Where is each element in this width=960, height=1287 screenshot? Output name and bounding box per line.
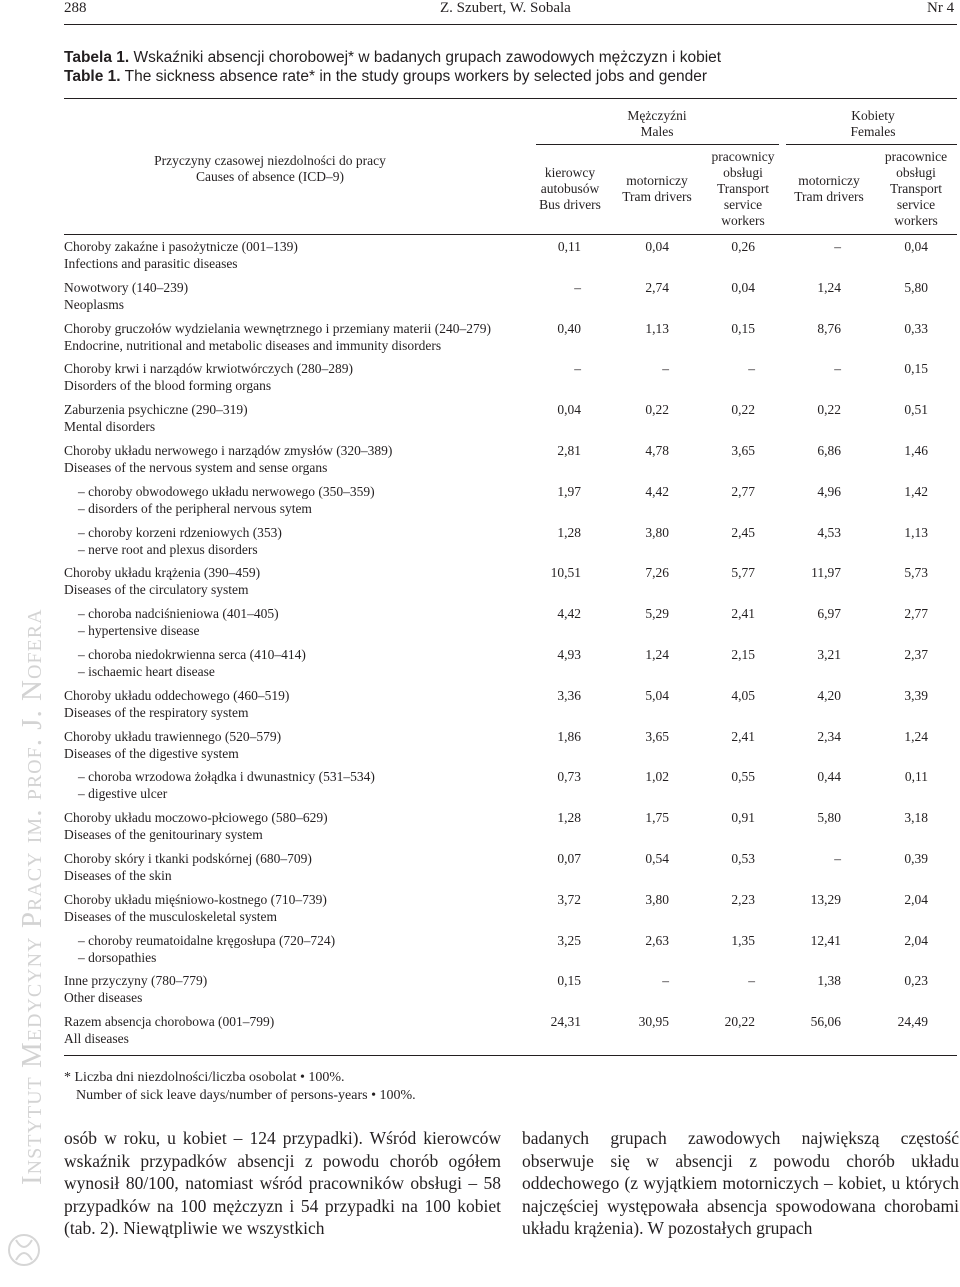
value-cell: 4,20 [817, 687, 841, 703]
value-cell: 2,81 [557, 443, 581, 458]
column-header-line: Tram drivers [622, 189, 692, 204]
row-label-polish: Choroby krwi i narządów krwiotwórczych (280–289) [64, 361, 354, 377]
value-cell: 8,76 [817, 320, 841, 336]
value-cell: 2,63 [645, 932, 669, 948]
value-cell: 11,97 [811, 565, 841, 581]
footnote-polish: * Liczba dni niezdolności/liczba osobolat • 100%. [64, 1070, 345, 1085]
row-label-english: All diseases [64, 1031, 129, 1047]
row-label [64, 687, 534, 721]
value-cell: 5,29 [645, 606, 669, 622]
value-cell: 2,34 [817, 728, 841, 744]
value-cell: 0,15 [904, 361, 928, 377]
row-label [64, 850, 534, 884]
row-label [78, 768, 548, 802]
page-number: 288 [64, 0, 87, 16]
value-cell: 5,04 [645, 687, 669, 703]
value-cell: 0,04 [645, 239, 669, 254]
column-header-line: pracownice [884, 149, 948, 164]
table-head-rule [64, 234, 957, 235]
caption-polish-text: Wskaźniki absencji chorobowej* w badanych grupach zawodowych mężczyzn i kobiet [133, 49, 722, 66]
row-label-english: Diseases of the nervous system and sense organs [64, 460, 328, 475]
value-cell: 6,86 [817, 443, 841, 458]
row-label-polish: Inne przyczyny (780–779) [64, 973, 208, 989]
value-cell: – [662, 361, 669, 377]
column-header-line: pracownicy [711, 149, 775, 164]
males-group-pl: Mężczyźni [627, 108, 687, 123]
row-label-english: – nerve root and plexus disorders [78, 541, 258, 557]
row-label [64, 360, 534, 394]
females-group-rule [786, 144, 957, 145]
value-cell: 3,72 [557, 891, 581, 907]
column-header-line: workers [721, 213, 765, 228]
row-label-polish: Choroby układu oddechowego (460–519) [64, 687, 290, 703]
institute-logo-icon [6, 1210, 42, 1282]
value-cell: 1,86 [557, 728, 581, 744]
value-cell: 0,55 [731, 769, 755, 785]
value-cell: 1,35 [731, 932, 755, 948]
value-cell: 0,04 [731, 279, 755, 295]
value-cell: – [574, 279, 581, 295]
column-header-line: autobusów [540, 181, 600, 196]
value-cell: 1,28 [557, 524, 581, 540]
row-label-english: – disorders of the peripheral nervous sytem [78, 500, 312, 516]
value-cell: 30,95 [638, 1014, 669, 1030]
males-group-rule [536, 144, 779, 145]
row-label-polish: – choroby obwodowego układu nerwowego (350–359) [78, 483, 375, 499]
row-label [78, 932, 548, 966]
row-label-english: – dorsopathies [78, 949, 157, 965]
column-header-line: workers [894, 213, 938, 228]
row-label [78, 646, 548, 680]
row-label-polish: Choroby układu mięśniowo-kostnego (710–739) [64, 891, 327, 907]
value-cell: 0,51 [904, 402, 928, 418]
row-label-polish: Nowotwory (140–239) [64, 279, 189, 295]
column-header-line: obsługi [896, 165, 936, 180]
row-label-english: Diseases of the circulatory system [64, 582, 249, 598]
females-group-header [828, 108, 918, 140]
value-cell: 3,65 [645, 728, 669, 744]
value-cell: 1,42 [904, 483, 928, 499]
table-caption [64, 48, 954, 86]
row-label-polish: – choroby korzeni rdzeniowych (353) [78, 524, 282, 540]
column-header-male-tram-drivers [612, 173, 702, 205]
value-cell: 7,26 [645, 565, 669, 581]
table-footnote [64, 1069, 664, 1105]
value-cell: 0,04 [904, 239, 928, 254]
row-label-english: Diseases of the respiratory system [64, 704, 249, 720]
value-cell: 0,04 [557, 402, 581, 418]
females-group-pl: Kobiety [851, 108, 895, 123]
value-cell: 2,45 [731, 524, 755, 540]
value-cell: 1,24 [904, 728, 928, 744]
column-header-line: motorniczy [798, 173, 860, 188]
row-label-english: Neoplasms [64, 296, 124, 312]
table-top-rule [64, 98, 957, 99]
value-cell: 24,31 [550, 1014, 581, 1030]
row-label [64, 279, 534, 313]
column-header-bus-drivers [530, 165, 610, 213]
value-cell: 0,15 [731, 320, 755, 336]
row-label-polish: Choroby gruczołów wydzielania wewnętrznego i przemiany materii (240–279) [64, 320, 491, 336]
value-cell: 4,42 [645, 483, 669, 499]
causes-header-pl: Przyczyny czasowej niezdolności do pracy [154, 153, 386, 168]
value-cell: 5,77 [731, 565, 755, 581]
row-label [64, 320, 534, 354]
value-cell: – [748, 361, 755, 377]
row-label-polish: – choroba nadciśnieniowa (401–405) [78, 606, 279, 622]
value-cell: 1,46 [904, 443, 928, 458]
value-cell: 0,11 [904, 769, 928, 785]
value-cell: 4,05 [731, 687, 755, 703]
row-label-polish: Zaburzenia psychiczne (290–319) [64, 402, 248, 418]
row-label [64, 1013, 534, 1047]
column-header-line: obsługi [723, 165, 763, 180]
value-cell: 0,91 [731, 810, 755, 826]
value-cell: 0,73 [557, 769, 581, 785]
value-cell: 3,80 [645, 524, 669, 540]
column-header-female-tram-drivers [784, 173, 874, 205]
column-header-line: service [723, 197, 763, 212]
watermark-text: Instytut Medycyny Pracy im. prof. J. Nofera [16, 608, 48, 1185]
row-label-english: – hypertensive disease [78, 623, 200, 639]
header-rule [64, 24, 957, 25]
page-header [0, 0, 960, 24]
value-cell: 0,07 [557, 851, 581, 866]
value-cell: 1,28 [557, 810, 581, 826]
row-label [78, 605, 548, 639]
value-cell: 24,49 [897, 1014, 928, 1030]
row-label-polish: Choroby zakaźne i pasożytnicze (001–139) [64, 239, 298, 254]
value-cell: 1,75 [645, 810, 669, 826]
table-bottom-rule [64, 1055, 957, 1056]
value-cell: 3,65 [731, 443, 755, 458]
value-cell: 1,24 [645, 647, 669, 662]
value-cell: 0,40 [557, 320, 581, 336]
value-cell: 2,04 [904, 932, 928, 948]
value-cell: 0,26 [731, 239, 755, 254]
row-label [64, 238, 534, 272]
caption-polish-label: Tabela 1. [64, 49, 130, 66]
value-cell: 1,97 [557, 483, 581, 499]
value-cell: 0,15 [557, 973, 581, 989]
value-cell: 0,54 [645, 851, 669, 866]
value-cell: 4,53 [817, 524, 841, 540]
caption-english [64, 67, 954, 86]
value-cell: 0,33 [904, 320, 928, 336]
value-cell: 13,29 [810, 891, 841, 907]
value-cell: – [748, 973, 755, 989]
value-cell: 0,11 [557, 239, 581, 254]
row-label-english: Diseases of the skin [64, 868, 172, 883]
value-cell: 0,39 [904, 851, 928, 866]
row-label [64, 891, 534, 925]
row-label-english: Diseases of the digestive system [64, 745, 239, 761]
body-text-left-column: osób w roku, u kobiet – 124 przypadki). Wśród kierowców wskaźnik przypadków absencji z powodu chorób ogółem wynosił 80/100, natomiast wśród pracowników obsługi – 58 przypadków na 100 mężczyzn i 54 przypadki na 100 kobiet (tab. 2). Niewątpliwie we wszystkich [64, 1128, 501, 1238]
value-cell: 5,80 [904, 279, 928, 295]
value-cell: 0,44 [817, 769, 841, 785]
row-label-polish: Choroby układu nerwowego i narządów zmysłów (320–389) [64, 443, 393, 458]
value-cell: 10,51 [550, 565, 581, 581]
value-cell: 3,80 [645, 891, 669, 907]
row-label-polish: Choroby skóry i tkanki podskórnej (680–709) [64, 851, 312, 866]
value-cell: 2,41 [731, 728, 755, 744]
row-label [64, 442, 534, 476]
row-label-english: Disorders of the blood forming organs [64, 378, 272, 394]
value-cell: 5,80 [817, 810, 841, 826]
header-authors: Z. Szubert, W. Sobala [440, 0, 571, 16]
value-cell: 2,04 [904, 891, 928, 907]
column-header-line: Transport [716, 181, 769, 196]
value-cell: 6,97 [817, 606, 841, 622]
row-label [64, 401, 534, 435]
column-header-line: Tram drivers [794, 189, 864, 204]
row-label [64, 564, 534, 598]
value-cell: 2,77 [904, 606, 928, 622]
column-header-line: motorniczy [626, 173, 688, 188]
column-header-line: Bus drivers [539, 197, 601, 212]
row-label-polish: Choroby układu trawiennego (520–579) [64, 728, 282, 744]
column-header-line: kierowcy [544, 165, 596, 180]
value-cell: 3,21 [817, 647, 841, 662]
row-label-english: Diseases of the musculoskeletal system [64, 908, 277, 924]
value-cell: 1,13 [904, 524, 928, 540]
caption-polish [64, 48, 954, 67]
row-label-english: Other diseases [64, 990, 143, 1006]
value-cell: 1,24 [817, 279, 841, 295]
value-cell: 2,37 [904, 647, 928, 662]
value-cell: – [834, 851, 841, 866]
value-cell: 2,23 [731, 891, 755, 907]
row-label [64, 728, 534, 762]
value-cell: 56,06 [810, 1014, 841, 1030]
males-group-header [612, 108, 702, 140]
value-cell: 4,96 [817, 483, 841, 499]
value-cell: 2,15 [731, 647, 755, 662]
column-header-line: service [896, 197, 936, 212]
row-label [64, 972, 534, 1006]
row-label [64, 809, 534, 843]
row-label-polish: – choroby reumatoidalne kręgosłupa (720–724) [78, 932, 336, 948]
value-cell: 1,13 [645, 320, 669, 336]
value-cell: 3,39 [904, 687, 928, 703]
value-cell: 1,02 [645, 769, 669, 785]
value-cell: 1,38 [817, 973, 841, 989]
row-label-english: Mental disorders [64, 419, 156, 435]
row-label-english: – digestive ulcer [78, 786, 168, 802]
value-cell: 3,18 [904, 810, 928, 826]
value-cell: 2,41 [731, 606, 755, 622]
row-label-english: Endocrine, nutritional and metabolic diseases and immunity disorders [64, 337, 442, 353]
row-label-polish: Razem absencja chorobowa (001–799) [64, 1014, 275, 1030]
value-cell: 2,77 [731, 483, 755, 499]
body-text-right-column: badanych grupach zawodowych największą częstość obserwuje się w absencji z powodu chorób układu oddechowego (z wyjątkiem motorniczych – kobiet, u których najczęściej występowała absencja spowodowana chorobami układu krążenia). W pozostałych grupach [522, 1128, 959, 1238]
causes-column-header [130, 153, 410, 185]
value-cell: – [834, 239, 841, 254]
row-label [78, 483, 548, 517]
row-label-polish: – choroba wrzodowa żołądka i dwunastnicy (531–534) [78, 769, 375, 785]
value-cell: 0,22 [731, 402, 755, 418]
row-label-english: Infections and parasitic diseases [64, 256, 238, 271]
value-cell: 20,22 [724, 1014, 755, 1030]
value-cell: 3,36 [557, 687, 581, 703]
value-cell: 0,22 [817, 402, 841, 418]
females-group-en: Females [850, 124, 896, 139]
value-cell: – [662, 973, 669, 989]
caption-english-label: Table 1. [64, 68, 121, 85]
column-header-line: Transport [889, 181, 942, 196]
row-label-english: Diseases of the genitourinary system [64, 827, 263, 843]
footnote-english: Number of sick leave days/number of persons-years • 100%. [76, 1088, 416, 1103]
value-cell: 2,74 [645, 279, 669, 295]
value-cell: 12,41 [810, 932, 841, 948]
value-cell: 4,78 [645, 443, 669, 458]
row-label-polish: Choroby układu krążenia (390–459) [64, 565, 261, 581]
causes-header-en: Causes of absence (ICD–9) [195, 169, 345, 184]
value-cell: 0,23 [904, 973, 928, 989]
value-cell: 4,42 [557, 606, 581, 622]
value-cell: 0,53 [731, 851, 755, 866]
row-label [78, 524, 548, 558]
value-cell: 5,73 [904, 565, 928, 581]
value-cell: – [574, 361, 581, 377]
row-label-polish: Choroby układu moczowo-płciowego (580–629) [64, 810, 328, 826]
column-header-male-transport-workers [698, 149, 788, 229]
row-label-english: – ischaemic heart disease [78, 664, 215, 679]
column-header-female-transport-workers [872, 149, 960, 229]
value-cell: 4,93 [557, 647, 581, 662]
males-group-en: Males [640, 124, 674, 139]
row-label-polish: – choroba niedokrwienna serca (410–414) [78, 647, 306, 662]
value-cell: 0,22 [645, 402, 669, 418]
value-cell: 3,25 [557, 932, 581, 948]
value-cell: – [834, 361, 841, 377]
header-issue: Nr 4 [927, 0, 955, 16]
caption-english-text: The sickness absence rate* in the study groups workers by selected jobs and gender [124, 68, 708, 85]
